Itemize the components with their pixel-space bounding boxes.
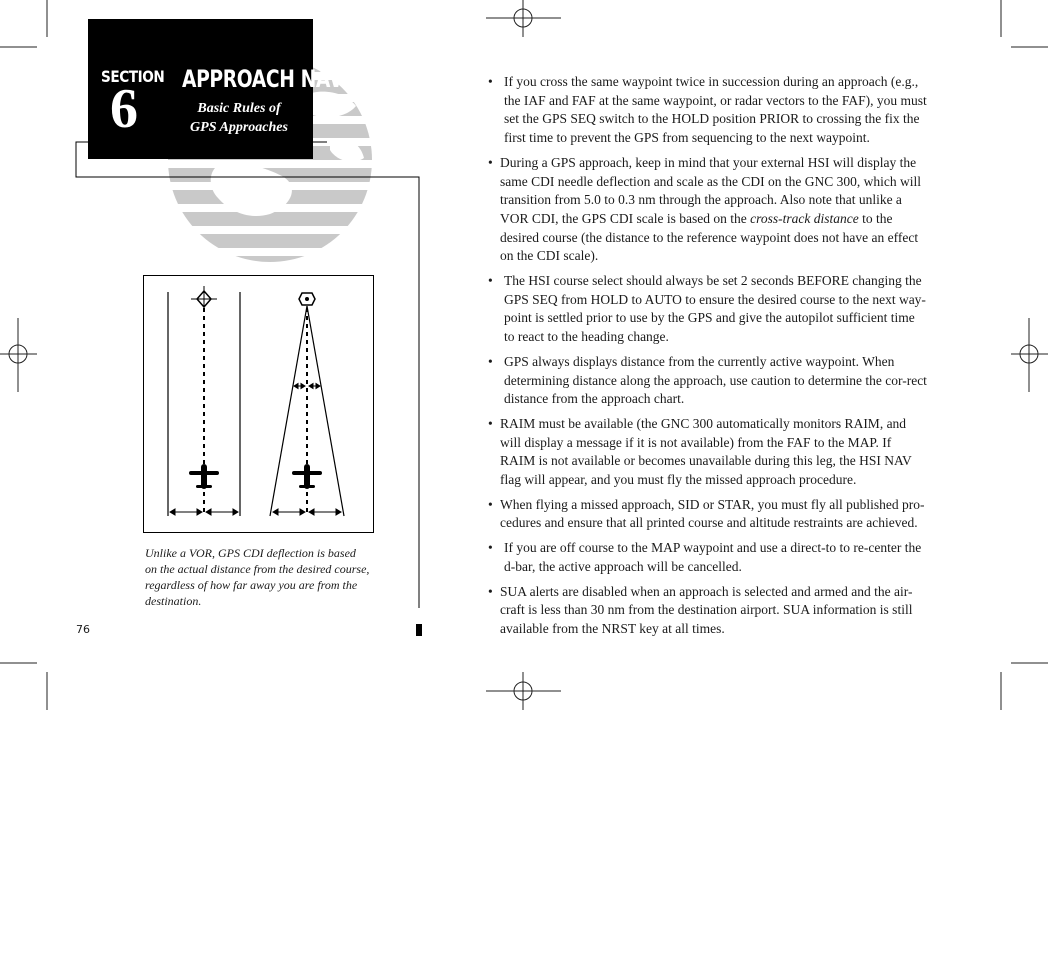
rules-list [488,73,928,645]
list-item [488,583,928,639]
list-item [488,154,928,266]
margin-marker [416,624,422,636]
list-item [488,415,928,490]
cdi-diagram [144,276,373,532]
list-item-text: SUA alerts are disabled when an approach is selected and armed and the air-craft is less than 30 nm from the destination airport. SUA information is still available from the NRST key at all times. [500,583,913,636]
list-item-text [500,154,928,266]
list-item-text-part: During a GPS approach, keep in mind that your external HSI will display the same CDI needle deflection and scale as the CDI on the GNC 300, which will transition from 5.0 to 0.3 nm through the approach. Also note that unlike a VOR CDI, the GPS CDI scale is based on the [500,154,922,226]
list-item [488,539,928,576]
page-title: APPROACH NAV [182,65,343,93]
section-header [88,19,343,159]
list-item-emphasis: cross-track distance [750,210,859,226]
figure-caption: Unlike a VOR, GPS CDI deflection is based on the actual distance from the desired course, regardless of how far away you are from the destination. [145,546,370,608]
right-converging-line [307,306,344,516]
list-item-text-part: to the desired course (the distance to the reference waypoint does not have an effect on the CDI scale). [500,210,919,264]
bullet-marker: • [488,273,493,289]
list-item [488,73,928,148]
list-item-text: RAIM must be available (the GNC 300 automatically monitors RAIM, and will display a message if it is not available) from the FAF to the MAP. If RAIM is not available or becomes unavailable during this leg, the HSI NAV flag will appear, and you must fly the missed approach procedure. [500,415,912,488]
page-subtitle [178,99,300,137]
bullet-marker: • [488,415,493,431]
list-item-text: GPS always displays distance from the currently active waypoint. When determining distance along the approach, use caution to determine the cor-rect distance from the approach chart. [504,353,927,407]
section-label: SECTION [101,67,165,86]
list-item [488,496,928,533]
list-item [488,272,928,347]
left-converging-line [270,306,307,516]
list-item-text: When flying a missed approach, SID or STAR, you must fly all published pro-cedures and ensure that all printed course and altitude restraints are achieved. [500,496,925,531]
airplane-icon-right [292,464,322,489]
deflection-arrows-mid [294,384,320,389]
subtitle-line-1: Basic Rules of [197,101,281,116]
bullet-marker: • [488,583,493,599]
list-item-text: The HSI course select should always be set 2 seconds BEFORE changing the GPS SEQ from HOLD to AUTO to ensure the desired course to the next way-point is settled prior to use by the GPS and give the autopilot sufficient time to react to the heading change. [504,273,926,345]
section-number: 6 [110,78,138,140]
cdi-deflection-figure [143,275,374,533]
subtitle-line-2: GPS Approaches [190,120,288,135]
page-number: 76 [76,623,90,636]
waypoint-diamond-icon [191,286,217,312]
airplane-icon-left [189,464,219,489]
bullet-marker: • [488,496,493,512]
bullet-marker: • [488,74,493,89]
list-item [488,353,928,409]
bullet-marker: • [488,353,493,369]
waypoint-hexagon-icon [299,293,315,305]
bullet-marker: • [488,154,493,170]
list-item-text: If you are off course to the MAP waypoint and use a direct-to to re-center the d-bar, the active approach will be cancelled. [504,540,922,574]
bullet-marker: • [488,540,493,556]
list-item-text: If you cross the same waypoint twice in succession during an approach (e.g., the IAF and FAF at the same waypoint, or radar vectors to the FAF), you must set the GPS SEQ switch to the HOLD position PRIOR to crossing the fix the first time to prevent the GPS from sequencing to the next waypoint. [504,74,927,146]
